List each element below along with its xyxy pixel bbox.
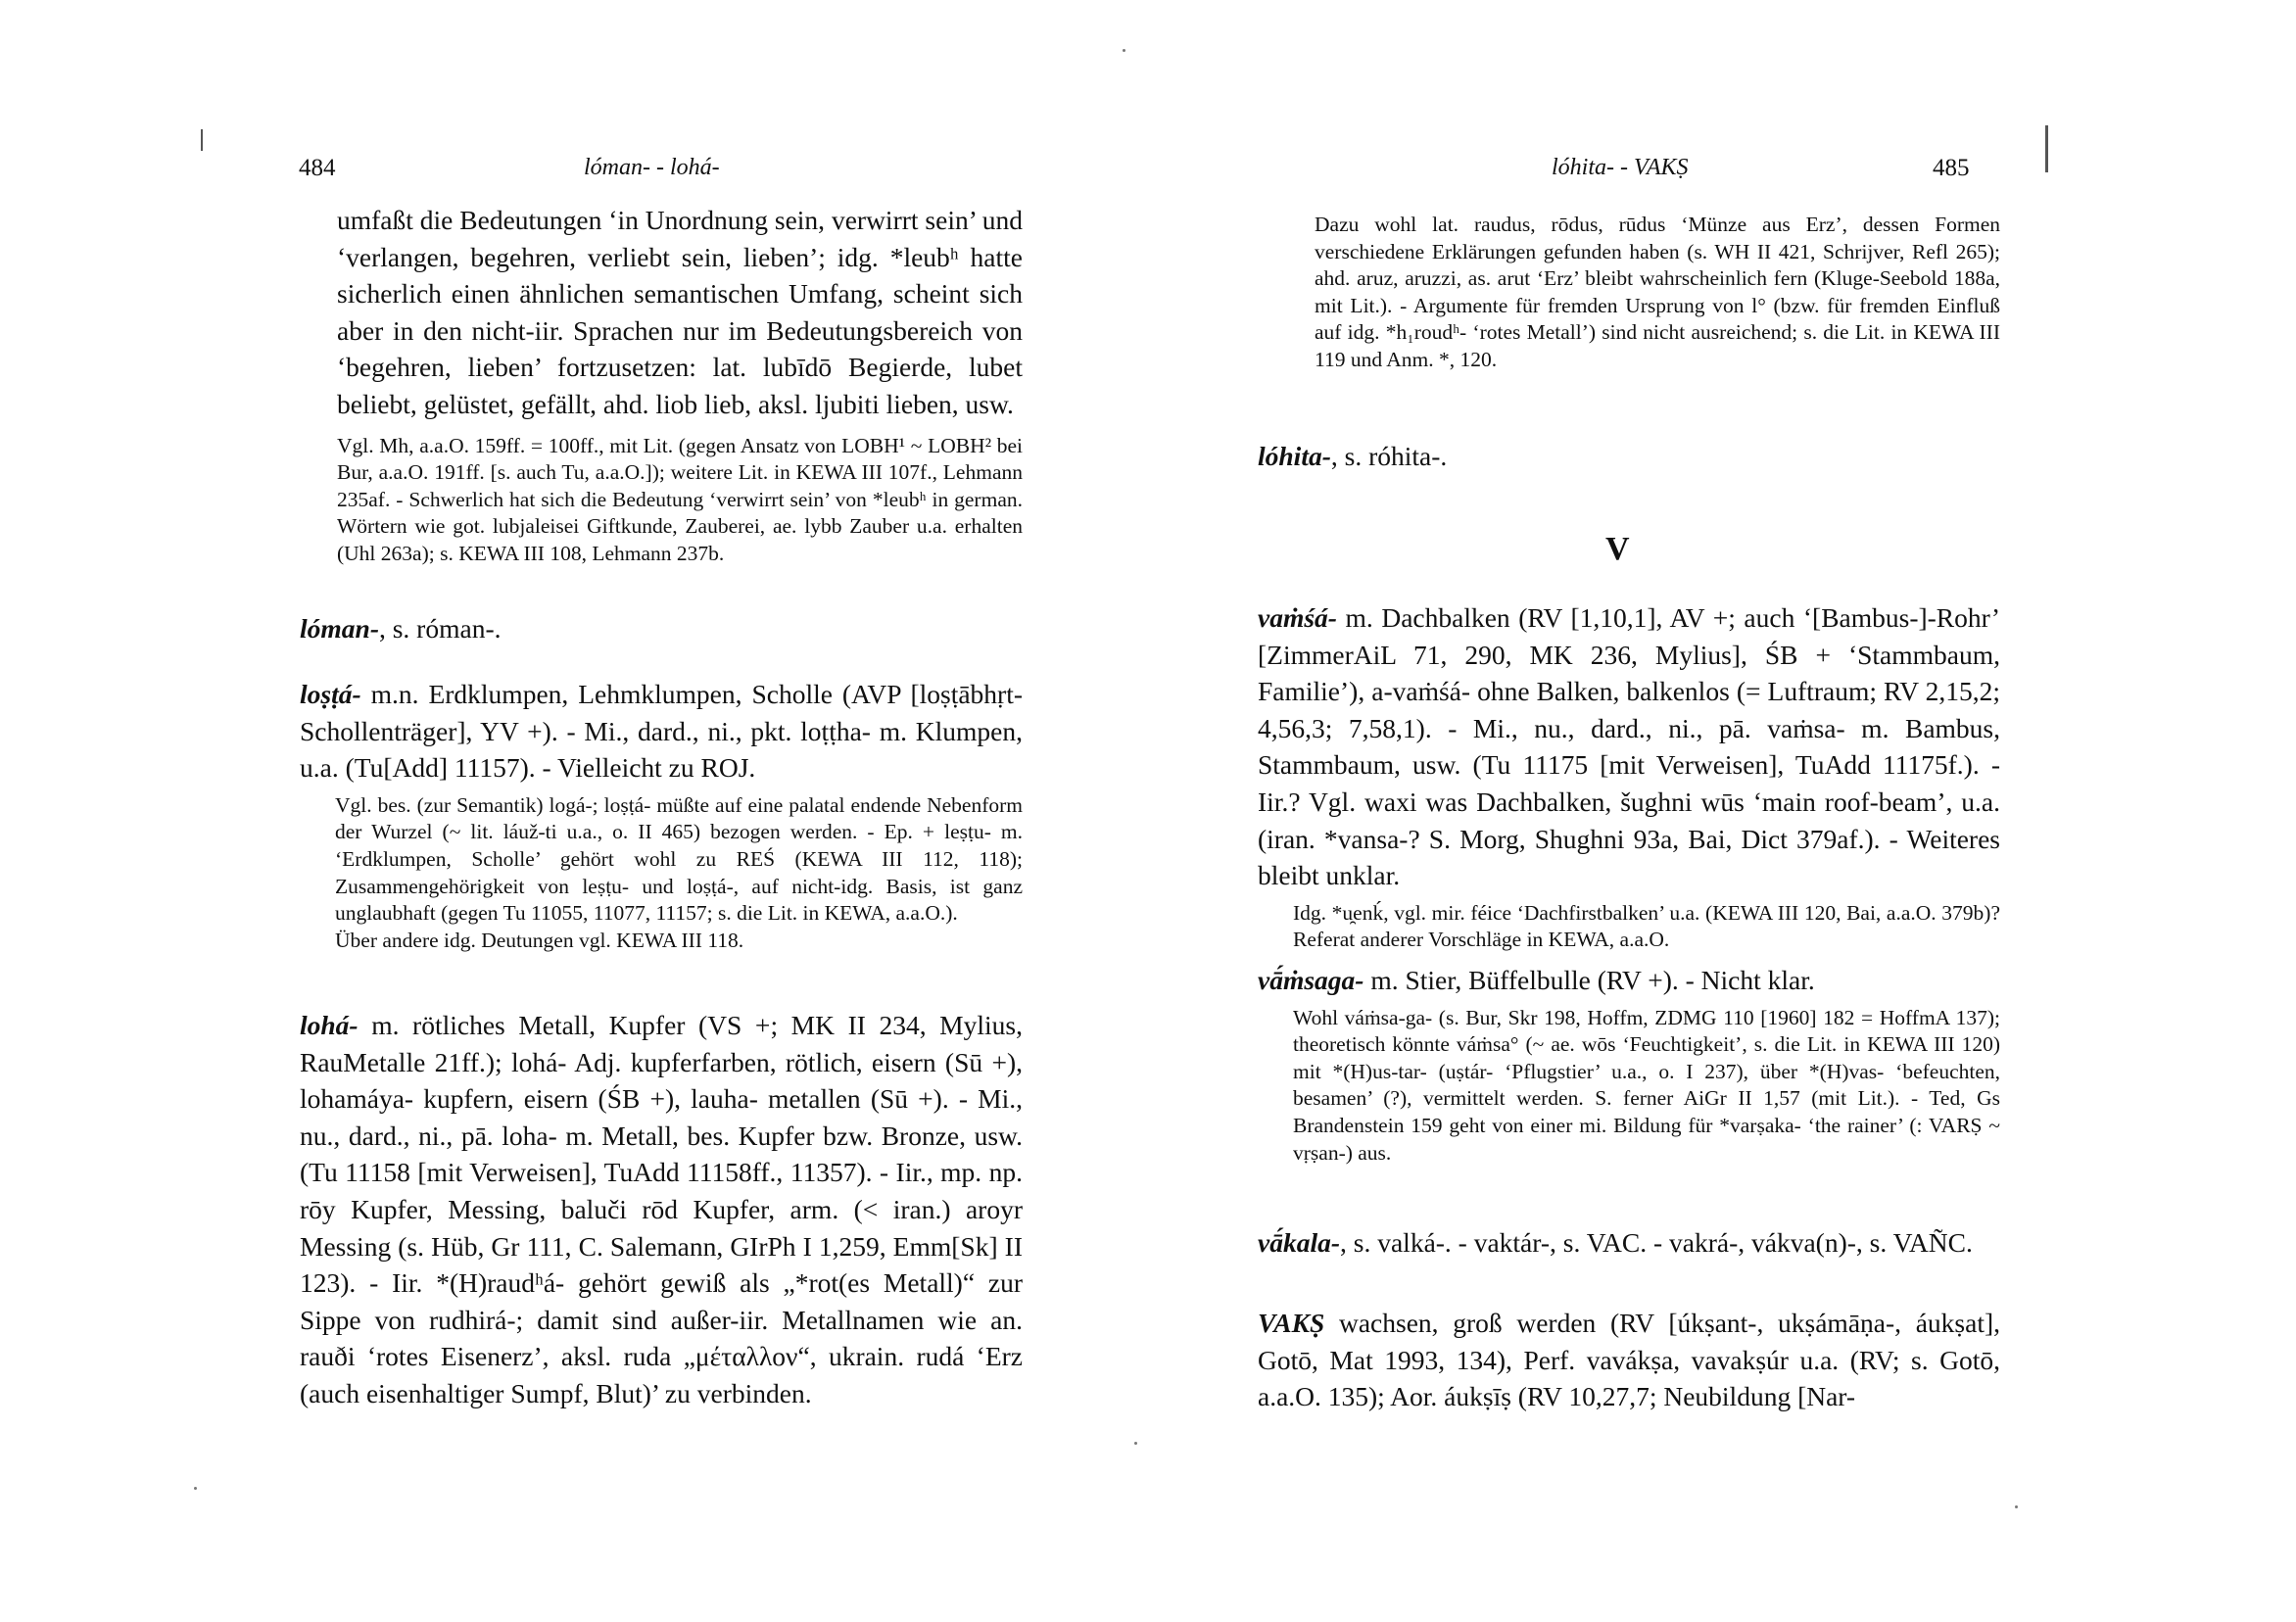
scan-mark: [2045, 125, 2048, 172]
continuation-note: Vgl. Mh, a.a.O. 159ff. = 100ff., mit Lit. (gegen Ansatz von LOBH¹ ~ LOBH² bei Bur, a.a.O. 191ff. [s. auch Tu, a.a.O.]); weitere Lit. in KEWA III 107f., Lehmann 235af. - Schwerlich hat sich die Bedeutung ‘verwirrt sein’ von *leubʰ in german. Wörtern wie got. lubjaleisei Giftkunde, Zauberei, ae. lybb Zauber u.a. erhalten (Uhl 263a); s. KEWA III 108, Lehmann 237b.: [337, 433, 1023, 565]
entry-note: Vgl. bes. (zur Semantik) logá-; loṣṭá- müßte auf eine palatal endende Nebenform der Wurzel (~ lit. láuž-ti u.a., o. II 465) bezogen werden. - Ep. + leṣṭu- m. ‘Erdklumpen, Scholle’ gehört wohl zu REŚ (KEWA III 112, 118); Zusammengehörigkeit von leṣṭu- und loṣṭá-, auf nicht-idg. Basis, ist ganz unglaubhaft (gegen Tu 11055, 11077, 11157; s. die Lit. in KEWA, a.a.O.).: [335, 792, 1023, 926]
continuation-text: umfaßt die Bedeutungen ‘in Unordnung sein, verwirrt sein’ und ‘verlangen, begehren, verliebt sein, lieben’; idg. *leubʰ hatte sicherlich einen ähnlichen semantischen Umfang, scheint sich aber in den nicht-iir. Sprachen nur im Bedeutungsbereich von ‘begehren, lieben’ fortzusetzen: lat. lubīdō Begierde, lubet beliebt, gelüstet, gefällt, ahd. liob lieb, aksl. ljubiti lieben, usw.: [337, 205, 1023, 419]
entry-note: Idg. *u̯enḱ, vgl. mir. féice ‘Dachfirstbalken’ u.a. (KEWA III 120, Bai, a.a.O. 379b)? Referat anderer Vorschläge in KEWA, a.a.O.: [1293, 900, 2000, 952]
page-number-left: 484: [299, 155, 336, 181]
section-letter: V: [1605, 531, 1630, 567]
entry-loha: [300, 1007, 1023, 1412]
scan-speck: [1123, 49, 1125, 52]
entry-text: , s. róhita-.: [1330, 441, 1448, 471]
headword: vā́ṁsaga-: [1258, 965, 1364, 995]
entry-text: , s. valká-. - vaktár-, s. VAC. - vakrá-, vákva(n)-, s. VAÑC.: [1340, 1227, 1973, 1258]
running-head-left: lóman- - lohá-: [584, 155, 720, 180]
entry-text: m. Stier, Büffelbulle (RV +). - Nicht klar.: [1370, 965, 1815, 995]
headword: vā́kala-: [1258, 1227, 1341, 1258]
scan-speck: [194, 1487, 197, 1490]
scan-speck: [1134, 1442, 1137, 1445]
entry-vamsa: [1258, 599, 2000, 954]
entry-text: m. rötliches Metall, Kupfer (VS +; MK II 234, Mylius, RauMetalle 21ff.); lohá- Adj. kupferfarben, rötlich, eisern (Sū +), lohamáya- kupfern, eisern (ŚB +), lauha- metallen (Sū +). - Mi., nu., dard., ni., pā. loha- m. Metall, bes. Kupfer bzw. Bronze, usw. (Tu 11158 [mit Verweisen], TuAdd 11158ff., 11357). - Iir., mp. np. rōy Kupfer, Messing, baluči rōd Kupfer, arm. (< iran.) aroyr Messing (s. Hüb, Gr 111, C. Salemann, GIrPh I 1,259, Emm[Sk] II 123). - Iir. *(H)raudʰá- gehört gewiß als „*rot(es Metall)“ zur Sippe von rudhirá-; damit sind außer-iir. Metallnamen wie an. rauði ‘rotes Eisenerz’, aksl. ruda „μέταλλον“, ukrain. rudá ‘Erz (auch eisenhaltiger Sumpf, Blut)’ zu verbinden.: [300, 1010, 1023, 1408]
entry-text: , s. róman-.: [378, 613, 502, 644]
entry-lohita: [1258, 438, 2000, 475]
entry-text: m.n. Erdklumpen, Lehmklumpen, Scholle (AVP [loṣṭābhṛt- Schollenträger], YV +). - Mi., dard., ni., pkt. loṭṭha- m. Klumpen, u.a. (Tu[Add] 11157). - Vielleicht zu ROJ.: [300, 679, 1024, 784]
page-number-right: 485: [1933, 155, 1970, 181]
continuation-note-right: Dazu wohl lat. raudus, rōdus, rūdus ‘Münze aus Erz’, dessen Formen verschiedene Erklärungen gefunden haben (s. WH II 421, Schrijver, Refl 265); ahd. aruz, aruzzi, as. arut ‘Erz’ bleibt wahrscheinlich fern (Kluge-Seebold 188a, mit Lit.). - Argumente für fremden Ursprung von l° (bzw. für fremden Einfluß auf idg. *h₁roudʰ- ‘rotes Metall’) sind nicht ausreichend; s. die Lit. in KEWA III 119 und Anm. *, 120.: [1315, 213, 2000, 371]
headword: lóhita-: [1258, 441, 1331, 471]
entry-note: Wohl váṁsa-ga- (s. Bur, Skr 198, Hoffm, ZDMG 110 [1960] 182 = HoffmA 137); theoretisch könnte váṁsa° (~ ae. wōs ‘Feuchtigkeit’, s. die Lit. in KEWA III 120) mit *(H)us-tar- (uṣtár- ‘Pflugstier’ u.a., o. I 237), über *(H)vas- ‘befeuchten, besamen’ (?), vermittelt werden. S. ferner AiGr II 1,57 (mit Lit.). - Ted, Gs Brandenstein 159 geht von einer mi. Bildung für *varṣaka- ‘the rainer’ (: VARṢ ~ vṛṣan-) aus.: [1293, 1005, 2000, 1165]
headword: VAKṢ: [1258, 1308, 1325, 1338]
scan-mark: [201, 129, 203, 151]
entry-vaks: [1258, 1305, 2000, 1415]
entry-note-2: Über andere idg. Deutungen vgl. KEWA III 118.: [335, 928, 744, 952]
headword: loṣṭá-: [300, 679, 361, 709]
entry-losta: [300, 676, 1023, 954]
headword: lóman-: [300, 613, 379, 644]
entry-loman: [300, 610, 1023, 647]
continuation-block: [337, 202, 1023, 568]
entry-text: m. Dachbalken (RV [1,10,1], AV +; auch ‘[Bambus-]-Rohr’ [ZimmerAiL 71, 290, MK 236, Mylius], ŚB + ‘Stammbaum, Familie’), a-vaṁśá- ohne Balken, balkenlos (= Luftraum; RV 2,15,2; 4,56,3; 7,58,1). - Mi., nu., dard., ni., pā. vaṁsa- m. Bambus, Stammbaum, usw. (Tu 11175 [mit Verweisen], TuAdd 11175f.). - Iir.? Vgl. waxi was Dachbalken, šughni wūs ‘main roof-beam’, u.a. (iran. *vansa-? S. Morg, Shughni 93a, Bai, Dict 379af.). - Weiteres bleibt unklar.: [1258, 602, 2000, 891]
entry-text: wachsen, groß werden (RV [úkṣant-, ukṣámāṇa-, áukṣat], Gotō, Mat 1993, 134), Perf. vavákṣa, vavakṣúr u.a. (RV; s. Gotō, a.a.O. 135); Aor. áukṣīṣ (RV 10,27,7; Neubildung [Nar-: [1258, 1308, 2000, 1412]
headword: lohá-: [300, 1010, 359, 1040]
running-head-right: lóhita- - VAKṢ: [1552, 155, 1689, 180]
headword: vaṁśá-: [1258, 602, 1337, 633]
entry-vamsaga: [1258, 962, 2000, 1167]
scan-speck: [2015, 1505, 2018, 1508]
entry-vakala: [1258, 1224, 2000, 1262]
